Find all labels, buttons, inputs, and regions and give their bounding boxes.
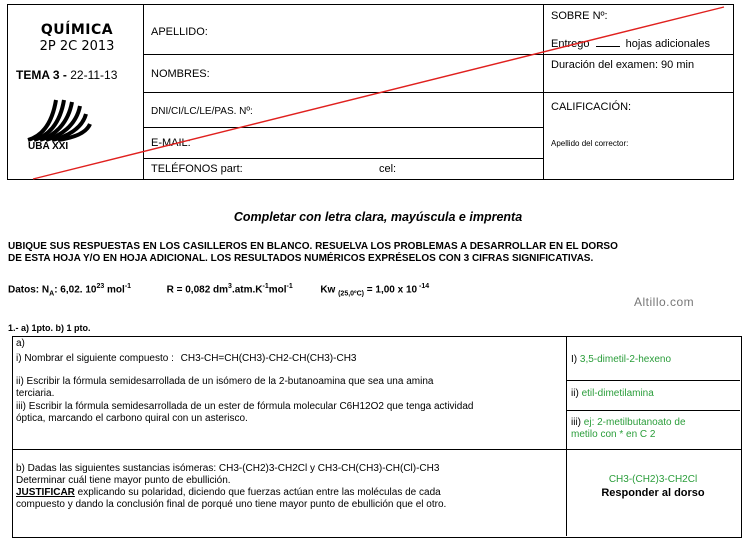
constants-line [8, 283, 429, 297]
course-code: 2P 2C 2013 [39, 39, 115, 54]
instructions-title: Completar con letra clara, mayúscula e imprenta [233, 210, 523, 224]
answer-a-iii[interactable] [571, 417, 686, 441]
answer-row-divider [566, 380, 740, 381]
apellido-field[interactable]: APELLIDO: [151, 26, 208, 38]
kw-constant: Kw [320, 284, 336, 296]
watermark-text: Altillo.com [634, 295, 695, 309]
answer-a-i-prefix: I) [571, 354, 578, 365]
sobre-field[interactable]: SOBRE Nº: [551, 10, 608, 22]
part-a-iii [16, 401, 473, 425]
answer-b-note: Responder al dorso [601, 487, 705, 499]
entrego-suffix: hojas adicionales [625, 38, 711, 50]
answer-a-ii-text: etil-dimetilamina [581, 388, 654, 399]
r-exp: -1 [286, 283, 293, 290]
datos-label: Datos: N [8, 284, 50, 296]
logo-text: UBA XXI [28, 141, 69, 152]
answer-a-ii-prefix: ii) [571, 388, 579, 399]
answer-a-iii-line1: ej: 2-metilbutanoato de [583, 417, 686, 428]
datos-na-exp: 23 [96, 283, 105, 290]
r-mol: mol [268, 284, 287, 296]
justificar-label: JUSTIFICAR [16, 487, 75, 498]
telefonos-field[interactable]: TELÉFONOS part: [151, 163, 243, 175]
part-b [16, 463, 446, 511]
duracion-text: Duración del examen: 90 min [551, 59, 695, 71]
datos-na: : 6,02. 10 [54, 284, 97, 296]
part-a-iii-line2: óptica, marcando el carbono quiral con un asterisco. [16, 413, 248, 424]
cel-field[interactable]: cel: [379, 163, 397, 175]
email-field[interactable]: E-MAIL: [151, 137, 191, 149]
part-a-iii-line1: iii) Escribir la fórmula semidesarrollada de un ester de fórmula molecular C6H12O2 que tenga actividad [16, 401, 474, 412]
instructions-line-1: UBIQUE SUS RESPUESTAS EN LOS CASILLEROS EN BLANCO. RESUELVA LOS PROBLEMAS A DESARROLLAR EN EL DORSO [8, 241, 618, 252]
answer-row-divider [566, 410, 740, 411]
dni-field[interactable]: DNI/CI/LC/LE/PAS. Nº: [151, 106, 253, 117]
course-title: QUÍMICA [40, 22, 114, 38]
part-a-ii-line1: ii) Escribir la fórmula semidesarrollada de un isómero de la 2-butanoamina que sea una amina [16, 376, 434, 387]
answer-a-i-text: 3,5-dimetil-2-hexeno [579, 354, 672, 365]
r-constant: R = 0,082 dm [166, 284, 229, 296]
question-1-heading: 1.- a) 1pto. b) 1 pto. [8, 323, 91, 333]
datos-na-unit: mol [104, 284, 125, 296]
nombres-field[interactable]: NOMBRES: [151, 68, 210, 80]
part-b-line1: b) Dadas las siguientes sustancias isómeras: CH3-(CH2)3-CH2Cl y CH3-CH(CH3)-CH(Cl)-CH3 [16, 463, 440, 474]
kw-exp: -14 [417, 283, 430, 290]
kw-sub: (25,0ºC) [338, 290, 364, 298]
part-a-i-formula: CH3-CH=CH(CH3)-CH2-CH(CH3)-CH3 [180, 353, 357, 364]
part-a-ii [16, 376, 433, 400]
answer-a-i[interactable] [571, 354, 671, 366]
part-b-line2: Determinar cuál tiene mayor punto de ebullición. [16, 475, 231, 486]
question-part-divider [12, 449, 741, 450]
answer-b[interactable] [566, 474, 740, 499]
entrego-label: Entrego [551, 38, 590, 50]
corrector-field[interactable]: Apellido del corrector: [551, 139, 629, 148]
part-a-i-text: i) Nombrar el siguiente compuesto : [16, 353, 174, 364]
instructions-line-2: DE ESTA HOJA Y/O EN HOJA ADICIONAL. LOS RESULTADOS NUMÉRICOS EXPRÉSELOS CON 3 CIFRAS SIGNIFICATIVAS. [8, 253, 594, 264]
tema-label: TEMA 3 - [16, 68, 67, 82]
answer-a-iii-line2: metilo con * en C 2 [571, 429, 656, 440]
answer-column-divider [566, 336, 567, 536]
tema-date: 22-11-13 [70, 68, 118, 82]
part-b-line4: compuesto y dando la conclusión final de porqué uno tiene mayor punto de ebullición que el otro. [16, 499, 447, 510]
part-b-line3 [16, 487, 446, 499]
r-exp: -1 [262, 283, 269, 290]
datos-sub: A [49, 290, 55, 298]
instructions-body [8, 241, 748, 265]
part-a-label: a) [16, 338, 25, 349]
r-exp: 3 [228, 283, 232, 290]
part-b-line3-text: explicando su polaridad, diciendo que fuerzas actúan entre las moléculas de cada [74, 487, 441, 498]
answer-a-ii[interactable] [571, 388, 654, 400]
calificacion-field[interactable]: CALIFICACIÓN: [551, 101, 632, 113]
part-a-i [16, 353, 356, 365]
r-mid: .atm.K [231, 284, 263, 296]
datos-na-unit-exp: -1 [124, 283, 132, 290]
answer-a-iii-prefix: iii) [571, 417, 581, 428]
answer-b-formula: CH3-(CH2)3-CH2Cl [608, 474, 698, 485]
part-a-ii-line2: terciaria. [16, 388, 55, 399]
kw-value: = 1,00 x 10 [364, 284, 418, 296]
